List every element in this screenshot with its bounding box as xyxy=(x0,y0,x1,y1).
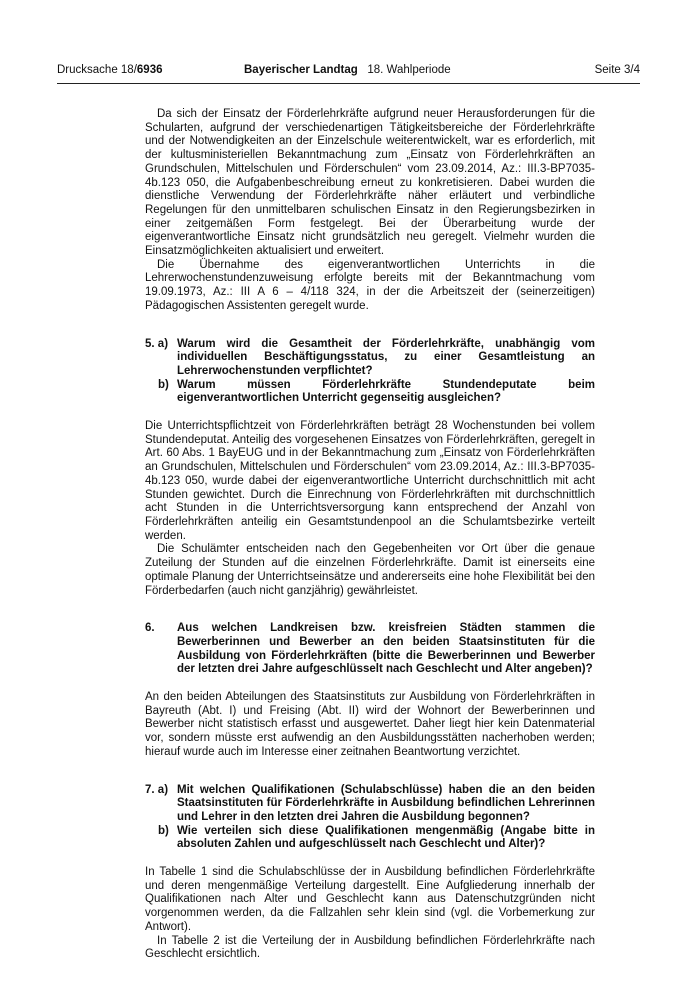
question-7a xyxy=(145,784,595,825)
election-period: 18. Wahlperiode xyxy=(367,64,451,76)
question-7 xyxy=(145,784,595,853)
intro-paragraph-1: Da sich der Einsatz der Förderlehrkräfte aufgrund neuer Herausforderungen für die Schularten, aufgrund der verschiedenartigen Tätigkeitsbereiche der Förderlehrkräfte und der Notwendigkeiten an der Einzelschule weiterentwickelt, war es erforderlich, mit der kultusministeriellen Bekanntmachung zum „Einsatz von Förderlehrkräften an Grundschulen, Mittelschulen und Förderschulen“ vom 23.09.2014, Az.: III.3-BP7035-4b.123 050, die Aufgabenbeschreibung erneut zu konkretisieren. Dabei wurden die dienstliche Verwendung der Förderlehrkräfte näher erläutert und verbindliche Regelungen für den unmittelbaren schulischen Einsatz in den Regierungsbezirken in einer zeitgemäßen Form festgelegt. Bei der Überarbeitung wurde der eigenverantwortliche Einsatz nicht grundsätzlich neu geregelt. Vielmehr wurden die Einsatzmöglichkeiten aktualisiert und erweitert. xyxy=(145,108,595,258)
question-5a xyxy=(145,338,595,379)
answer-5-paragraph-2: Die Schulämter entscheiden nach den Gegebenheiten vor Ort über die genaue Zuteilung der Stunden auf die einzelnen Förderlehrkräfte. Damit ist einerseits eine optimale Planung der Unterrichtseinsätze und andererseits eine hohe Flexibilität bei den Förderbedarfen (auch nicht ganzjährig) gewährleistet. xyxy=(145,543,595,597)
header-divider xyxy=(57,83,640,84)
question-6-label: 6. xyxy=(145,622,155,635)
question-7a-text: Mit welchen Qualifikationen (Schulabschlüsse) haben die an den beiden Staatsinstituten für Förderlehrkräfte in Ausbildung befindlichen Lehrerinnen und Lehrer in den letzten drei Jahren die Ausbildung begonnen? xyxy=(177,783,595,823)
question-6 xyxy=(145,622,595,677)
question-6-text: Aus welchen Landkreisen bzw. kreisfreien Städten stammen die Bewerberinnen und Bewerber an den beiden Staatsinstituten für die Ausbildung von Förderlehrkräften (bitte die Bewerberinnen und Bewerber der letzten drei Jahre aufgeschlüsselt nach Geschlecht und Alter angeben)? xyxy=(177,622,595,676)
question-7b-text: Wie verteilen sich diese Qualifikationen mengenmäßig (Angabe bitte in absoluten Zahlen und aufgeschlüsselt nach Geschlecht und Alter)? xyxy=(177,824,595,851)
parliament-label xyxy=(244,64,451,76)
question-5b xyxy=(145,379,595,406)
question-6-line xyxy=(145,622,595,677)
drucksache-prefix: Drucksache 18/ xyxy=(57,64,137,76)
drucksache-number: 6936 xyxy=(136,64,163,76)
question-7b-label: b) xyxy=(158,824,169,837)
question-7b xyxy=(145,825,595,852)
question-5 xyxy=(145,338,595,407)
question-5b-label: b) xyxy=(158,378,169,391)
answer-5-paragraph-1: Die Unterrichtspflichtzeit von Förderlehrkräften beträgt 28 Wochenstunden bei vollem Stundendeputat. Anteilig des vorgesehenen Einsatzes von Förderlehrkräften, geregelt in Art. 60 Abs. 1 BayEUG und in der Bekanntmachung zum „Einsatz von Förderlehrkräften an Grundschulen, Mittelschulen und Förderschulen“ vom 23.09.2014, Az.: III.3-BP7035-4b.123 050, wurde dabei der eigenverantwortliche Unterricht durchschnittlich mit acht Stunden gewichtet. Durch die Einrechnung von Förderlehrkräften mit durchschnittlich acht Stunden in die Unterrichtsversorgung kann entsprechend der Anzahl von Förderlehrkräften anteilig ein Gesamtstundenpool an die Schulamtsbezirke verteilt werden. xyxy=(145,420,595,542)
answer-6-paragraph: An den beiden Abteilungen des Staatsinstituts zur Ausbildung von Förderlehrkräften in Bayreuth (Abt. I) und Freising (Abt. II) wird der Wohnort der Bewerberinnen und Bewerber nicht statistisch erfasst und ausgewertet. Daher liegt hier kein Datenmaterial vor, sondern müsste erst aufwendig an den Ausbildungsstätten nacherhoben werden; hierauf wurde auch im Interesse einer zeitnahen Beantwortung verzichtet. xyxy=(145,691,595,758)
answer-7-paragraph-1: In Tabelle 1 sind die Schulabschlüsse der in Ausbildung befindlichen Förderlehrkräfte und deren mengenmäßige Verteilung dargestellt. Eine Aufgliederung innerhalb der Qualifikationen nach Alter und Geschlecht kann aus Datenschutzgründen nicht vorgenommen werden, da die Fallzahlen sehr klein sind (vgl. die Vorbemerkung zur Antwort). xyxy=(145,866,595,933)
question-5b-text: Warum müssen Förderlehrkräfte Stundendeputate beim eigenverantwortlichen Unterricht gegenseitig ausgleichen? xyxy=(177,378,595,405)
page-header xyxy=(57,64,640,82)
answer-7-paragraph-2: In Tabelle 2 ist die Verteilung der in Ausbildung befindlichen Förderlehrkräfte nach Geschlecht ersichtlich. xyxy=(145,934,595,961)
question-5a-text: Warum wird die Gesamtheit der Förderlehrkräfte, unabhängig vom individuellen Beschäftigungsstatus, zu einer Gesamtleistung an Lehrerwochenstunden verpflichtet? xyxy=(177,337,595,377)
intro-paragraph-2: Die Übernahme des eigenverantwortlichen Unterrichts in die Lehrerwochenstundenzuweisung erfolgte bereits mit der Bekanntmachung vom 19.09.1973, Az.: III A 6 – 4/118 324, in der die Arbeitszeit der (seinerzeitigen) Pädagogischen Assistenten geregelt wurde. xyxy=(145,258,595,312)
document-body xyxy=(145,108,595,962)
question-5a-label: 5. a) xyxy=(145,337,169,350)
drucksache-label xyxy=(57,64,163,76)
page-number: Seite 3/4 xyxy=(594,64,640,76)
question-7a-label: 7. a) xyxy=(145,783,169,796)
parliament-name: Bayerischer Landtag xyxy=(244,64,358,76)
